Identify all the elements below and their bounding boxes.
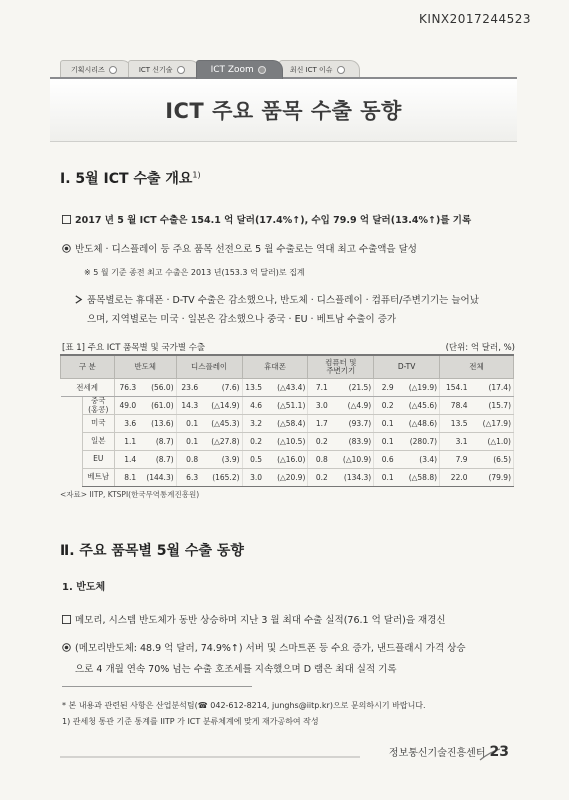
table-cell: 3.0	[308, 397, 330, 415]
section1-heading: Ⅰ. 5월 ICT 수출 개요$^{1)}$	[60, 170, 201, 187]
row-indent	[61, 415, 83, 433]
table-cell: 76.3	[114, 379, 138, 397]
tab-ict-zoom[interactable]: ICT Zoom	[196, 60, 283, 79]
table-header: D-TV	[374, 355, 440, 379]
row-label: 중국 (홍콩)	[82, 397, 114, 415]
page-number: 23	[489, 744, 509, 760]
table-cell: 0.2	[308, 469, 330, 487]
table-cell: (93.7)	[330, 415, 374, 433]
table-cell: 0.1	[374, 469, 396, 487]
table-cell: 8.1	[114, 469, 138, 487]
table-cell: 0.2	[374, 397, 396, 415]
table-cell: 0.1	[176, 415, 200, 433]
table-cell: 3.0	[242, 469, 264, 487]
table-cell: (△16.0)	[264, 451, 308, 469]
table-cell: (83.9)	[330, 433, 374, 451]
table-cell: 0.8	[308, 451, 330, 469]
table-cell: 0.1	[374, 415, 396, 433]
tab-latest-issue[interactable]: 최신 ICT 이슈	[279, 60, 360, 79]
tab-dot-icon	[258, 66, 266, 74]
tab-new-tech[interactable]: ICT 신기술	[128, 60, 200, 79]
title-banner	[50, 77, 517, 142]
table-cell: (280.7)	[396, 433, 440, 451]
tab-dot-icon	[109, 66, 117, 74]
section1-arrow-point-cont: 으며, 지역별로는 미국 · 일본은 감소했으나 중국 · EU · 베트남 수출이 증가	[87, 314, 397, 325]
table-row	[61, 451, 514, 469]
table-row	[61, 379, 514, 397]
table-cell: (△10.9)	[330, 451, 374, 469]
table-cell: (21.5)	[330, 379, 374, 397]
table-cell: (144.3)	[138, 469, 176, 487]
tab-dot-icon	[177, 66, 185, 74]
table-cell: 4.6	[242, 397, 264, 415]
table-cell: 3.6	[114, 415, 138, 433]
table-cell: 6.3	[176, 469, 200, 487]
table-caption: [표 1] 주요 ICT 품목별 및 국가별 수출	[62, 343, 206, 353]
circle-bullet-icon	[62, 643, 71, 652]
table-cell: (6.5)	[470, 451, 514, 469]
table-cell: (17.4)	[470, 379, 514, 397]
table-cell: 3.2	[242, 415, 264, 433]
table-cell: (61.0)	[138, 397, 176, 415]
table-cell: (13.6)	[138, 415, 176, 433]
table-row	[61, 415, 514, 433]
square-bullet-icon	[62, 615, 71, 624]
table-header: 디스플레이	[176, 355, 242, 379]
table-cell: (8.7)	[138, 451, 176, 469]
table-cell: 0.8	[176, 451, 200, 469]
table-cell: 7.9	[440, 451, 470, 469]
table-cell: 78.4	[440, 397, 470, 415]
table-cell: (△48.6)	[396, 415, 440, 433]
row-label: 베트남	[82, 469, 114, 487]
table-cell: (△27.8)	[200, 433, 242, 451]
table-header: 컴퓨터 및 주변기기	[308, 355, 374, 379]
table-row	[61, 433, 514, 451]
table-cell: 13.5	[242, 379, 264, 397]
document-id: KINX2017244523	[419, 12, 531, 26]
footnote-divider	[62, 686, 252, 687]
table-cell: 0.2	[242, 433, 264, 451]
table-cell: 23.6	[176, 379, 200, 397]
table-cell: (3.4)	[396, 451, 440, 469]
row-label: 전세계	[61, 379, 115, 397]
page-title: ICT 주요 품목 수출 동향	[165, 99, 402, 123]
table-cell: (3.9)	[200, 451, 242, 469]
table-cell: (△17.9)	[470, 415, 514, 433]
export-table	[60, 354, 514, 487]
footnote-1: 1) 관세청 통관 기준 통계를 IITP 가 ICT 분류체계에 맞게 재가공하여 작성	[62, 717, 319, 726]
row-indent	[61, 397, 83, 415]
table-cell: (△58.4)	[264, 415, 308, 433]
table-cell: 0.2	[308, 433, 330, 451]
table-header: 전체	[440, 355, 514, 379]
page-footer	[389, 744, 509, 760]
table-cell: (56.0)	[138, 379, 176, 397]
section1-note1: ※ 5 월 기준 종전 최고 수출은 2013 년(153.3 억 달러)로 집계	[84, 268, 305, 277]
table-cell: (8.7)	[138, 433, 176, 451]
table-cell: (△20.9)	[264, 469, 308, 487]
table-cell: (△58.8)	[396, 469, 440, 487]
table-row	[61, 469, 514, 487]
square-bullet-icon	[62, 215, 71, 224]
section2-point1: 메모리, 시스템 반도체가 동반 상승하며 지난 3 월 최대 수출 실적(76.1 억 달러)을 재경신	[62, 612, 446, 626]
row-indent	[61, 433, 83, 451]
section2-heading: Ⅱ. 주요 품목별 5월 수출 동향	[60, 543, 244, 559]
section2-subheading: 1. 반도체	[62, 582, 106, 593]
table-caption-row	[62, 341, 515, 353]
table-cell: 14.3	[176, 397, 200, 415]
table-cell: 1.4	[114, 451, 138, 469]
table-cell: (79.9)	[470, 469, 514, 487]
table-header-row	[61, 355, 514, 379]
tab-dot-icon	[337, 66, 345, 74]
series-tabs	[60, 60, 356, 78]
table-cell: 0.1	[374, 433, 396, 451]
table-cell: 0.1	[176, 433, 200, 451]
table-cell: (△45.3)	[200, 415, 242, 433]
section1-bullet1: 반도체 · 디스플레이 등 주요 품목 선전으로 5 월 수출로는 역대 최고 수출액을 달성	[62, 241, 417, 255]
table-cell: (△19.9)	[396, 379, 440, 397]
row-label: EU	[82, 451, 114, 469]
table-cell: (△10.5)	[264, 433, 308, 451]
table-header: 구 분	[61, 355, 115, 379]
footer-org: 정보통신기술진흥센터	[388, 748, 486, 759]
table-cell: (134.3)	[330, 469, 374, 487]
row-indent	[61, 451, 83, 469]
section1-arrow-point: 품목별로는 휴대폰 · D-TV 수출은 감소했으나, 반도체 · 디스플레이 · 컴퓨터/주변기기는 늘어났	[74, 292, 479, 306]
table-header: 반도체	[114, 355, 176, 379]
footnote-contact: * 본 내용과 관련된 사항은 산업분석팀(☎ 042-612-8214, junghs@iitp.kr)으로 문의하시기 바랍니다.	[62, 701, 426, 710]
table-row	[61, 397, 514, 415]
circle-bullet-icon	[62, 244, 71, 253]
section2-bullet1: (메모리반도체: 48.9 억 달러, 74.9%↑) 서버 및 스마트폰 등 수요 증가, 낸드플래시 가격 상승	[62, 640, 466, 654]
table-cell: (△14.9)	[200, 397, 242, 415]
row-label: 미국	[82, 415, 114, 433]
table-cell: (7.6)	[200, 379, 242, 397]
table-cell: (15.7)	[470, 397, 514, 415]
table-cell: 0.6	[374, 451, 396, 469]
table-cell: (△1.0)	[470, 433, 514, 451]
row-label: 일본	[82, 433, 114, 451]
table-cell: (△51.1)	[264, 397, 308, 415]
table-cell: 3.1	[440, 433, 470, 451]
arrow-bullet-icon	[74, 295, 83, 304]
section1-point1: 2017 년 5 월 ICT 수출은 154.1 억 달러(17.4%↑), 수입 79.9 억 달러(13.4%↑)를 기록	[62, 212, 471, 226]
table-cell: 7.1	[308, 379, 330, 397]
table-cell: (△43.4)	[264, 379, 308, 397]
table-cell: (△45.6)	[396, 397, 440, 415]
section2-bullet1-cont: 으로 4 개월 연속 70% 넘는 수출 호조세를 지속했으며 D 램은 최대 실적 기록	[75, 664, 397, 675]
table-cell: 22.0	[440, 469, 470, 487]
table-cell: 154.1	[440, 379, 470, 397]
table-header: 휴대폰	[242, 355, 308, 379]
table-cell: (△4.9)	[330, 397, 374, 415]
table-cell: (165.2)	[200, 469, 242, 487]
table-cell: 1.1	[114, 433, 138, 451]
tab-series[interactable]: 기획시리즈	[60, 60, 132, 79]
table-cell: 2.9	[374, 379, 396, 397]
table-source: <자료> IITP, KTSPI(한국무역통계진흥원)	[60, 490, 200, 499]
table-cell: 1.7	[308, 415, 330, 433]
table-unit: (단위: 억 달러, %)	[445, 343, 515, 353]
table-cell: 13.5	[440, 415, 470, 433]
table-cell: 49.0	[114, 397, 138, 415]
table-cell: 0.5	[242, 451, 264, 469]
row-indent	[61, 469, 83, 487]
